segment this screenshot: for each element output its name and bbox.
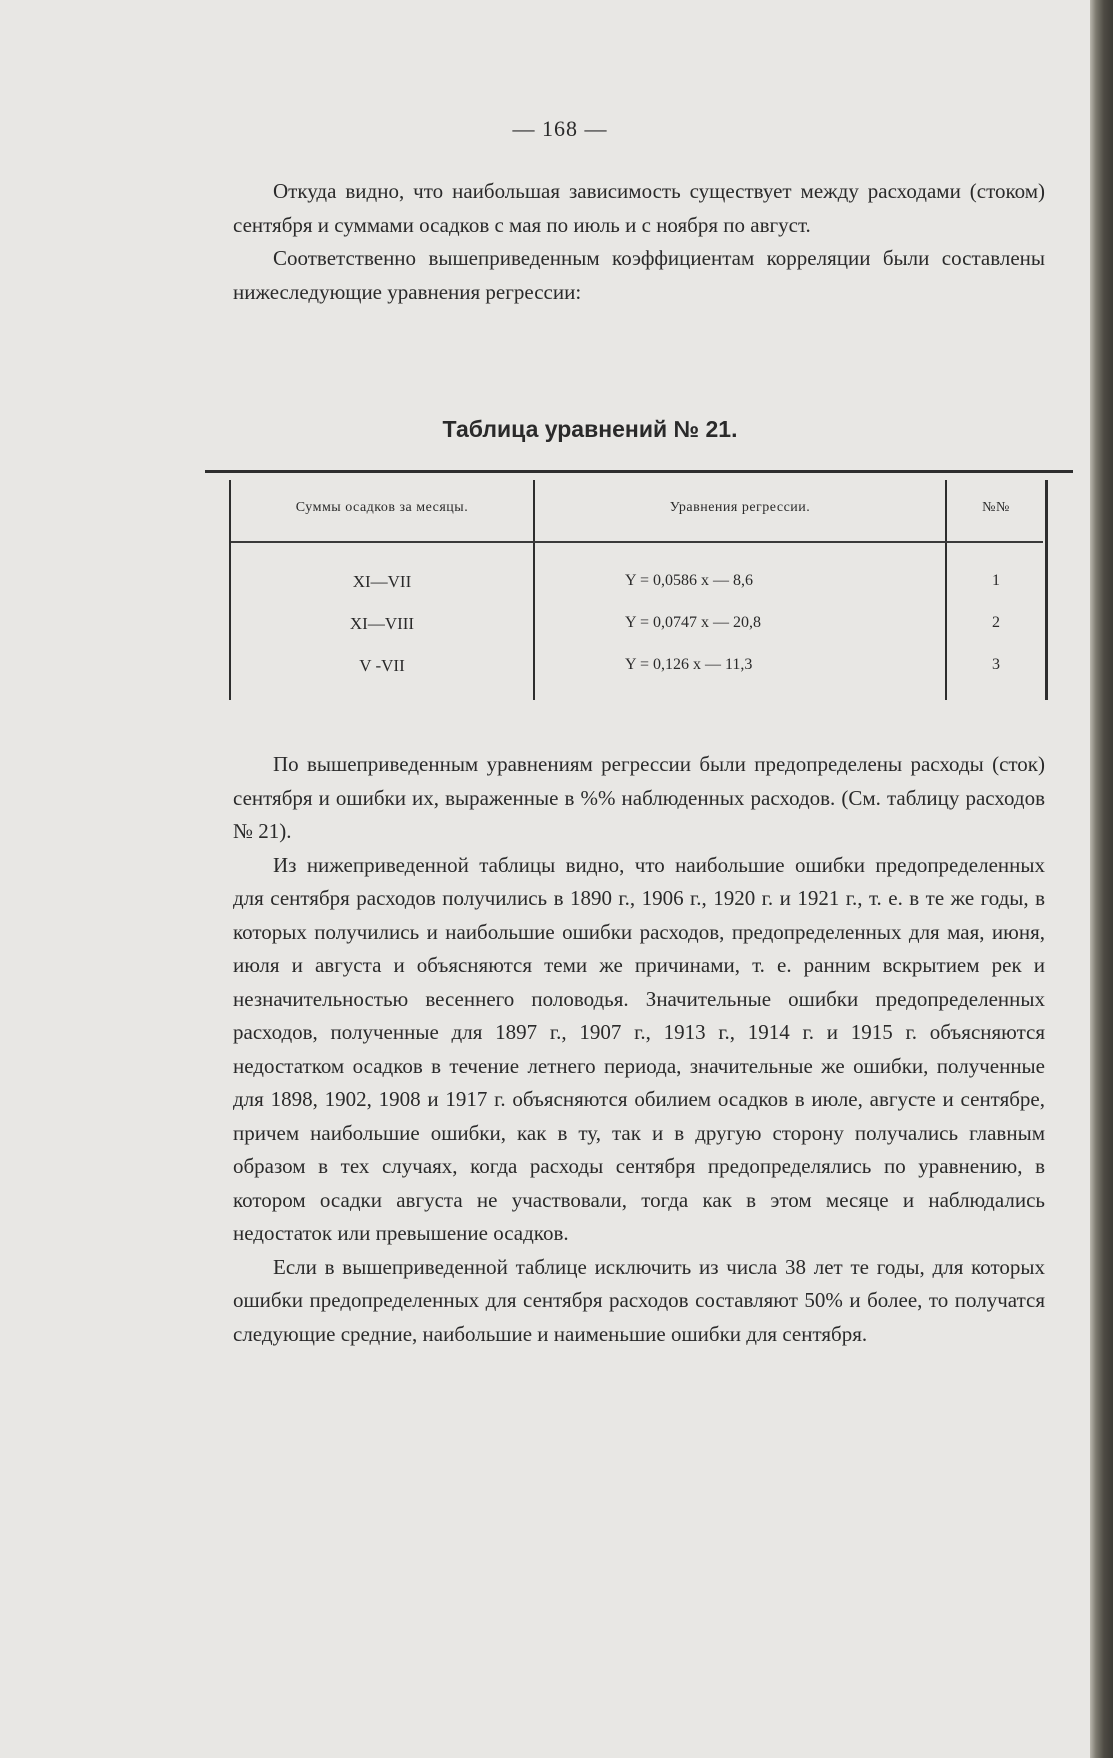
header-numbers: №№ <box>982 500 1010 515</box>
paragraph-dependence: Откуда видно, что наибольшая зависимость существует между расходами (стоком) сентября и суммами осадков с мая по июль и с ноября по август. <box>233 179 1045 237</box>
table-row <box>205 656 1073 698</box>
cell-months: XI—VII <box>352 572 412 591</box>
book-binding-edge <box>1090 0 1113 1758</box>
table-header-rule <box>231 541 1043 543</box>
text-block-top <box>233 175 1045 309</box>
header-equations: Уравнения регрессии. <box>669 500 811 515</box>
cell-months: XI—VIII <box>349 614 415 633</box>
table-top-rule <box>205 470 1073 473</box>
page-number: — 168 — <box>512 116 608 141</box>
cell-months: V -VII <box>359 656 405 675</box>
table-row <box>205 572 1073 614</box>
regression-table <box>205 470 1073 702</box>
cell-equation: Y = 0,126 x — 11,3 <box>625 656 753 673</box>
text-block-bottom <box>233 748 1045 1351</box>
paragraph-exclusion: Если в вышеприведенной таблице исключить из числа 38 лет те годы, для которых ошибки предопределенных для сентября расходов составляют 50% и более, то получатся следующие средние, наибольшие и наименьшие ошибки для сентября. <box>233 1254 1045 1346</box>
table-title: Таблица уравнений № 21. <box>442 416 738 442</box>
table-row <box>205 614 1073 656</box>
cell-equation: Y = 0,0586 x — 8,6 <box>625 572 753 589</box>
cell-equation: Y = 0,0747 x — 20,8 <box>625 614 761 631</box>
paragraph-predicted-flows: По вышеприведенным уравнениям регрессии были предопределены расходы (сток) сентября и ошибки их, выраженные в %% наблюденных расходов. (См. таблицу расходов № 21). <box>233 752 1045 843</box>
paragraph-regression-intro: Соответственно вышеприведенным коэффициентам корреляции были составлены нижеследующие уравнения регрессии: <box>233 246 1045 304</box>
header-months: Суммы осадков за месяцы. <box>295 500 469 515</box>
cell-number: 1 <box>992 572 1000 589</box>
paragraph-largest-errors: Из нижеприведенной таблицы видно, что наибольшие ошибки предопределенных для сентября расходов получились в 1890 г., 1906 г., 1920 г. и 1921 г., т. е. в те же годы, в которых получились и наибольшие ошибки расходов, предопределенных для мая, июня, июля и августа и объясняются теми же причинами, т. е. ранним вскрытием рек и незначительностью весеннего половодья. Значительные ошибки предопределенных расходов, полученные для 1897 г., 1907 г., 1913 г., 1914 г. и 1915 г. объясняются недостатком осадков в течение летнего периода, значительные же ошибки, полученные для 1898, 1902, 1908 и 1917 г. объясняются обилием осадков в июле, августе и сентябре, причем наибольшие ошибки, как в ту, так и в другую сторону получались главным образом в тех случаях, когда расходы сентября предопределялись по уравнению, в котором осадки августа не участвовали, тогда как в этом месяце и наблюдались недостаток или превышение осадков. <box>233 852 1045 1245</box>
cell-number: 2 <box>992 614 1000 631</box>
cell-number: 3 <box>992 656 1000 673</box>
